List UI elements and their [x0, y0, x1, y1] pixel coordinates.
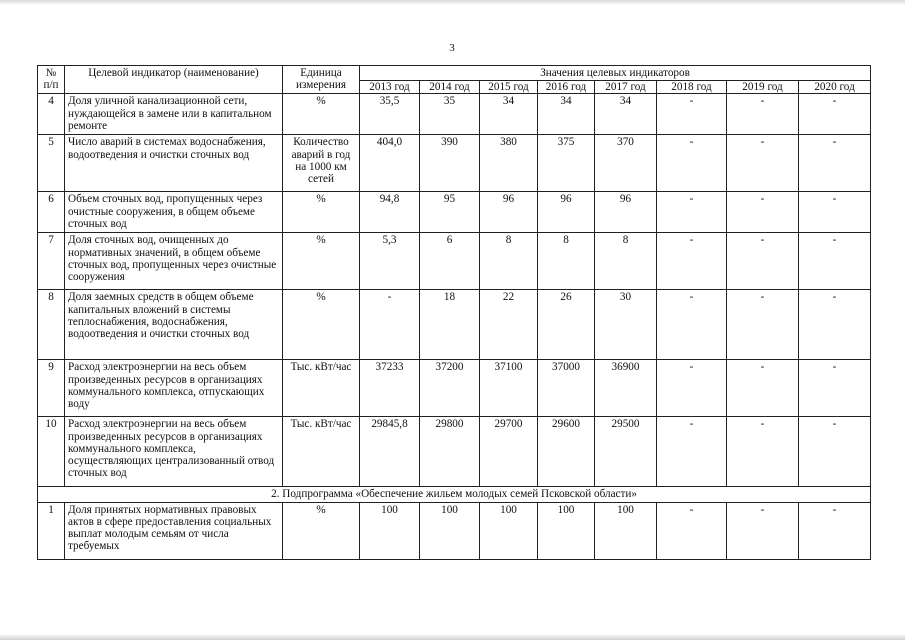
value-cell: 100 [360, 502, 420, 559]
value-cell: 35 [420, 94, 480, 135]
value-cell: - [657, 94, 727, 135]
value-cell: 30 [595, 290, 657, 360]
header-unit [283, 66, 360, 94]
row-num: 6 [38, 192, 65, 233]
row-unit: Тыс. кВт/час [283, 417, 360, 487]
table-row [38, 417, 871, 487]
header-num [38, 66, 65, 94]
value-cell: 380 [480, 135, 538, 192]
header-year: 2020 год [799, 81, 871, 94]
value-cell: 36900 [595, 360, 657, 417]
value-cell: - [360, 290, 420, 360]
value-cell: 100 [595, 502, 657, 559]
row-num: 9 [38, 360, 65, 417]
value-cell: - [799, 417, 871, 487]
section-title: 2. Подпрограмма «Обеспечение жильем молодых семей Псковской области» [38, 487, 871, 502]
table-row [38, 233, 871, 290]
value-cell: 100 [480, 502, 538, 559]
table-row [38, 360, 871, 417]
table-row [38, 135, 871, 192]
header-num-line1: № [45, 67, 57, 79]
row-num: 8 [38, 290, 65, 360]
table-row [38, 502, 871, 559]
value-cell: - [799, 192, 871, 233]
value-cell: - [799, 135, 871, 192]
value-cell: 37000 [538, 360, 595, 417]
value-cell: 29845,8 [360, 417, 420, 487]
row-unit: % [283, 192, 360, 233]
value-cell: - [799, 360, 871, 417]
value-cell: - [799, 502, 871, 559]
row-num: 5 [38, 135, 65, 192]
header-indicator: Целевой индикатор (наименование) [65, 66, 283, 94]
value-cell: 96 [595, 192, 657, 233]
value-cell: 34 [595, 94, 657, 135]
value-cell: 34 [480, 94, 538, 135]
value-cell: 100 [420, 502, 480, 559]
value-cell: 22 [480, 290, 538, 360]
value-cell: 8 [480, 233, 538, 290]
value-cell: - [657, 192, 727, 233]
scan-bottom-edge [0, 634, 905, 640]
header-year: 2019 год [727, 81, 799, 94]
row-indicator: Доля заемных средств в общем объеме капитальных вложений в системы теплоснабжения, водоснабжения, водоотведения и очистки сточных вод [65, 290, 283, 360]
value-cell: 8 [595, 233, 657, 290]
row-unit: Тыс. кВт/час [283, 360, 360, 417]
row-indicator: Число аварий в системах водоснабжения, водоотведения и очистки сточных вод [65, 135, 283, 192]
table-row [38, 94, 871, 135]
row-unit: % [283, 94, 360, 135]
row-num: 10 [38, 417, 65, 487]
value-cell: - [799, 94, 871, 135]
header-year: 2018 год [657, 81, 727, 94]
value-cell: 37200 [420, 360, 480, 417]
header-year: 2015 год [480, 81, 538, 94]
value-cell: - [727, 417, 799, 487]
value-cell: 37233 [360, 360, 420, 417]
table-row [38, 192, 871, 233]
value-cell: 35,5 [360, 94, 420, 135]
value-cell: 100 [538, 502, 595, 559]
row-num: 7 [38, 233, 65, 290]
value-cell: 5,3 [360, 233, 420, 290]
header-year: 2016 год [538, 81, 595, 94]
row-indicator: Объем сточных вод, пропущенных через очистные сооружения, в общем объеме сточных вод [65, 192, 283, 233]
header-num-line2: п/п [43, 79, 59, 92]
value-cell: - [657, 290, 727, 360]
row-num: 1 [38, 502, 65, 559]
value-cell: 96 [480, 192, 538, 233]
value-cell: 6 [420, 233, 480, 290]
value-cell: - [657, 417, 727, 487]
value-cell: 96 [538, 192, 595, 233]
scan-top-edge [0, 0, 905, 5]
value-cell: 34 [538, 94, 595, 135]
value-cell: 390 [420, 135, 480, 192]
value-cell: 29500 [595, 417, 657, 487]
value-cell: 375 [538, 135, 595, 192]
row-num: 4 [38, 94, 65, 135]
value-cell: - [727, 233, 799, 290]
header-year: 2014 год [420, 81, 480, 94]
value-cell: - [727, 290, 799, 360]
value-cell: - [799, 290, 871, 360]
row-indicator: Расход электроэнергии на весь объем произведенных ресурсов в организациях коммунального комплекса, отпускающих воду [65, 360, 283, 417]
value-cell: - [799, 233, 871, 290]
row-unit: % [283, 502, 360, 559]
table-row [38, 290, 871, 360]
page-number: 3 [449, 42, 455, 54]
value-cell: 370 [595, 135, 657, 192]
row-unit: Количество аварий в год на 1000 км сетей [283, 135, 360, 192]
row-indicator: Доля сточных вод, очищенных до нормативных значений, в общем объеме сточных вод, пропущенных через очистные сооружения [65, 233, 283, 290]
target-indicators-table [37, 65, 871, 560]
section-row [38, 487, 871, 502]
value-cell: 18 [420, 290, 480, 360]
header-values-group: Значения целевых индикаторов [360, 66, 871, 81]
value-cell: 29600 [538, 417, 595, 487]
value-cell: - [727, 192, 799, 233]
header-unit-line2: измерения [296, 79, 346, 92]
value-cell: - [727, 135, 799, 192]
value-cell: 29800 [420, 417, 480, 487]
header-unit-line1: Единица [300, 67, 342, 79]
value-cell: 37100 [480, 360, 538, 417]
row-unit: % [283, 290, 360, 360]
value-cell: 29700 [480, 417, 538, 487]
value-cell: 404,0 [360, 135, 420, 192]
value-cell: 26 [538, 290, 595, 360]
value-cell: 95 [420, 192, 480, 233]
value-cell: - [727, 94, 799, 135]
value-cell: - [657, 135, 727, 192]
value-cell: - [657, 360, 727, 417]
header-year: 2017 год [595, 81, 657, 94]
value-cell: - [727, 502, 799, 559]
row-indicator: Расход электроэнергии на весь объем произведенных ресурсов в организациях коммунального комплекса, осуществляющих централизованный отвод сточных вод [65, 417, 283, 487]
value-cell: - [657, 502, 727, 559]
header-row-1 [38, 66, 871, 81]
value-cell: - [657, 233, 727, 290]
value-cell: - [727, 360, 799, 417]
value-cell: 8 [538, 233, 595, 290]
row-unit: % [283, 233, 360, 290]
row-indicator: Доля принятых нормативных правовых актов в сфере предоставления социальных выплат молодым семьям от числа требуемых [65, 502, 283, 559]
header-year: 2013 год [360, 81, 420, 94]
row-indicator: Доля уличной канализационной сети, нуждающейся в замене или в капитальном ремонте [65, 94, 283, 135]
value-cell: 94,8 [360, 192, 420, 233]
